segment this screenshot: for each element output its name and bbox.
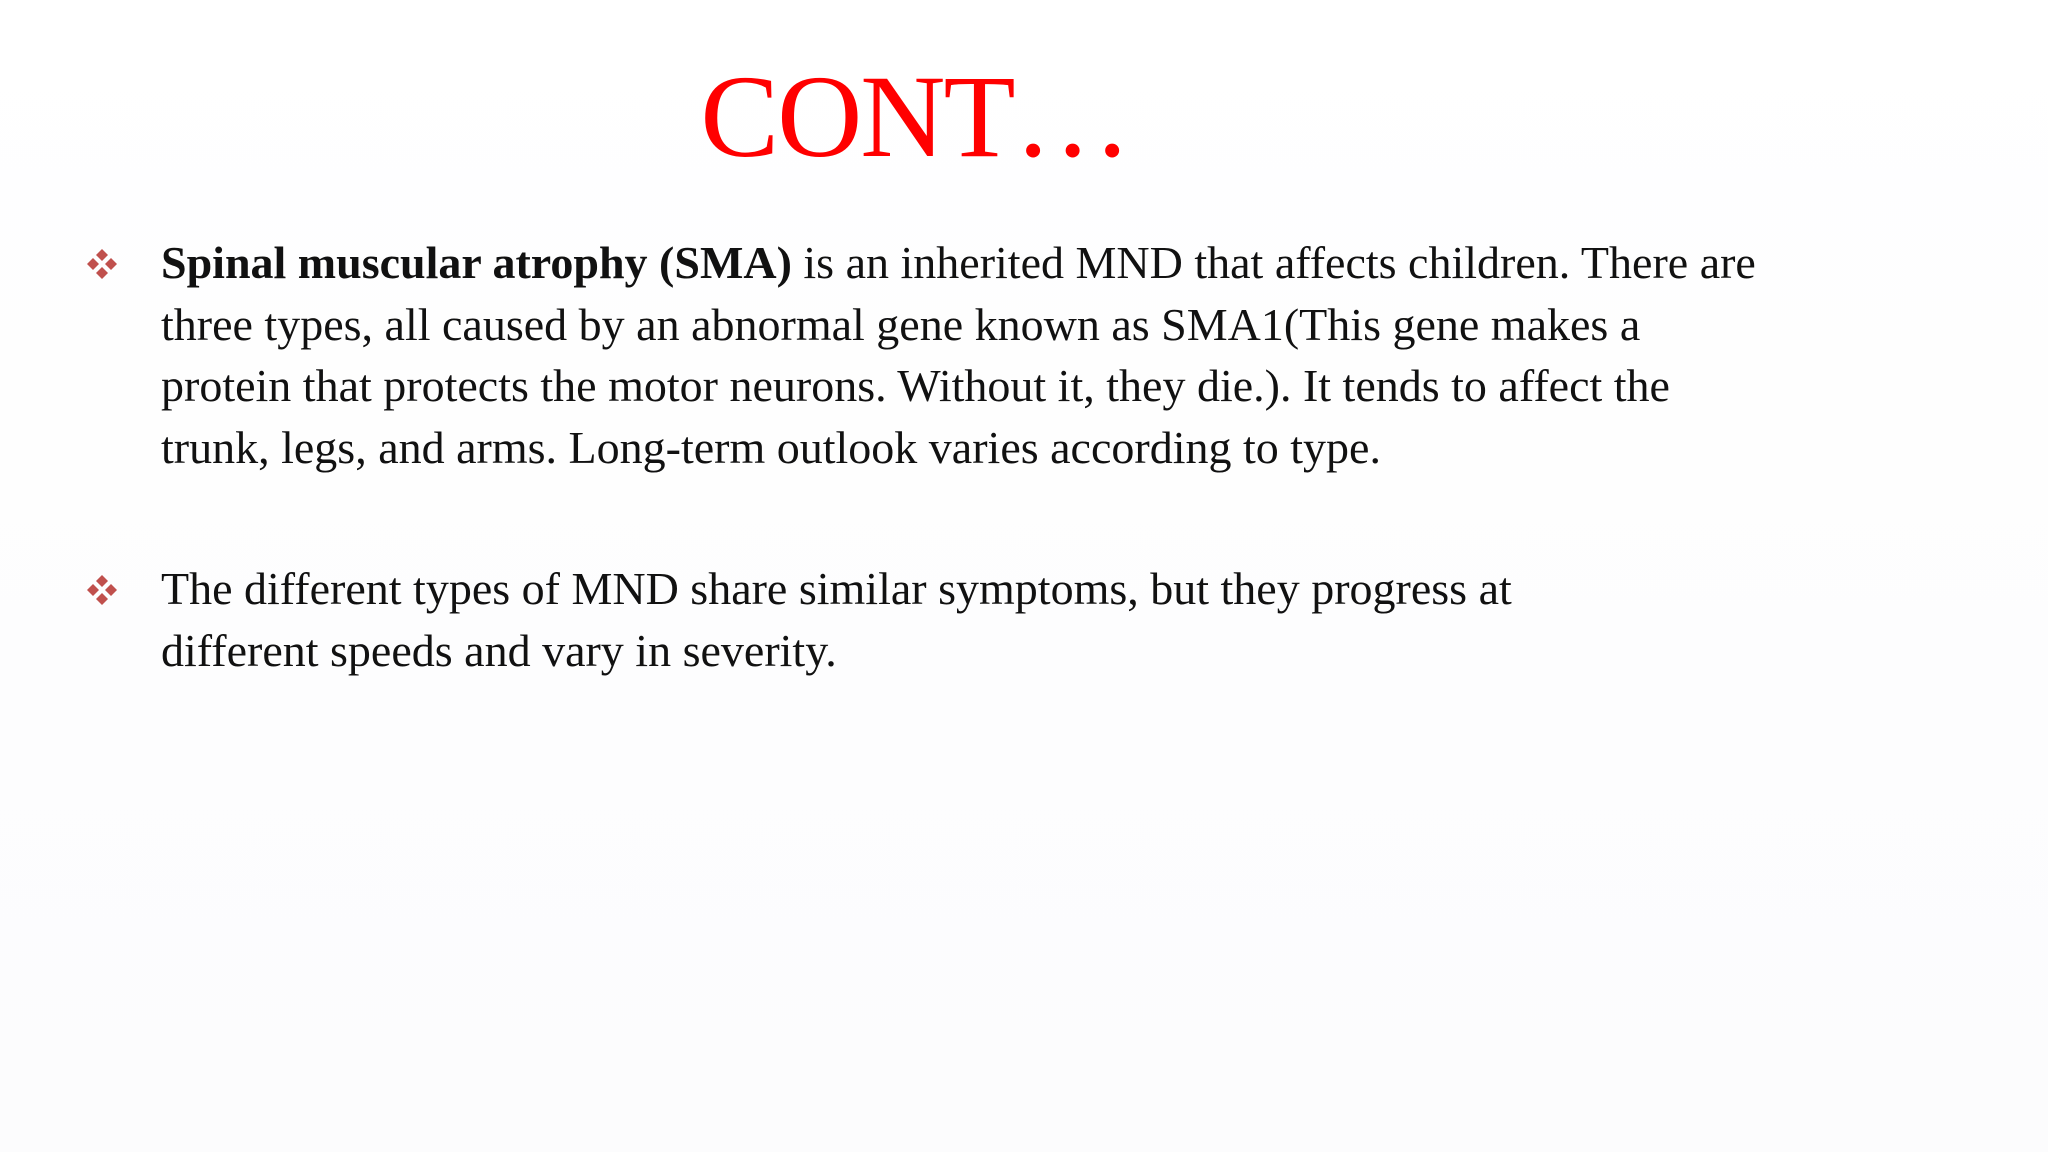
bullet-line: three types, all caused by an abnormal gene known as SMA1(This gene makes a	[161, 298, 1641, 350]
bullet-line: The different types of MND share similar symptoms, but they progress at	[161, 563, 1512, 614]
four-diamond-bullet-icon	[84, 572, 120, 608]
bullet-line: different speeds and vary in severity.	[161, 624, 837, 676]
bullet-line: is an inherited MND that affects children. There are	[791, 237, 1756, 288]
four-diamond-bullet-icon	[84, 246, 120, 282]
bullet-text	[161, 558, 1961, 681]
bullet-text	[161, 232, 1961, 478]
bullet-line: protein that protects the motor neurons. Without it, they die.). It tends to affect the	[161, 360, 1670, 411]
slide-title: CONT…	[700, 51, 1130, 182]
bullet-term: Spinal muscular atrophy (SMA)	[161, 237, 792, 288]
bullet-line: trunk, legs, and arms. Long-term outlook varies according to type.	[161, 421, 1381, 473]
